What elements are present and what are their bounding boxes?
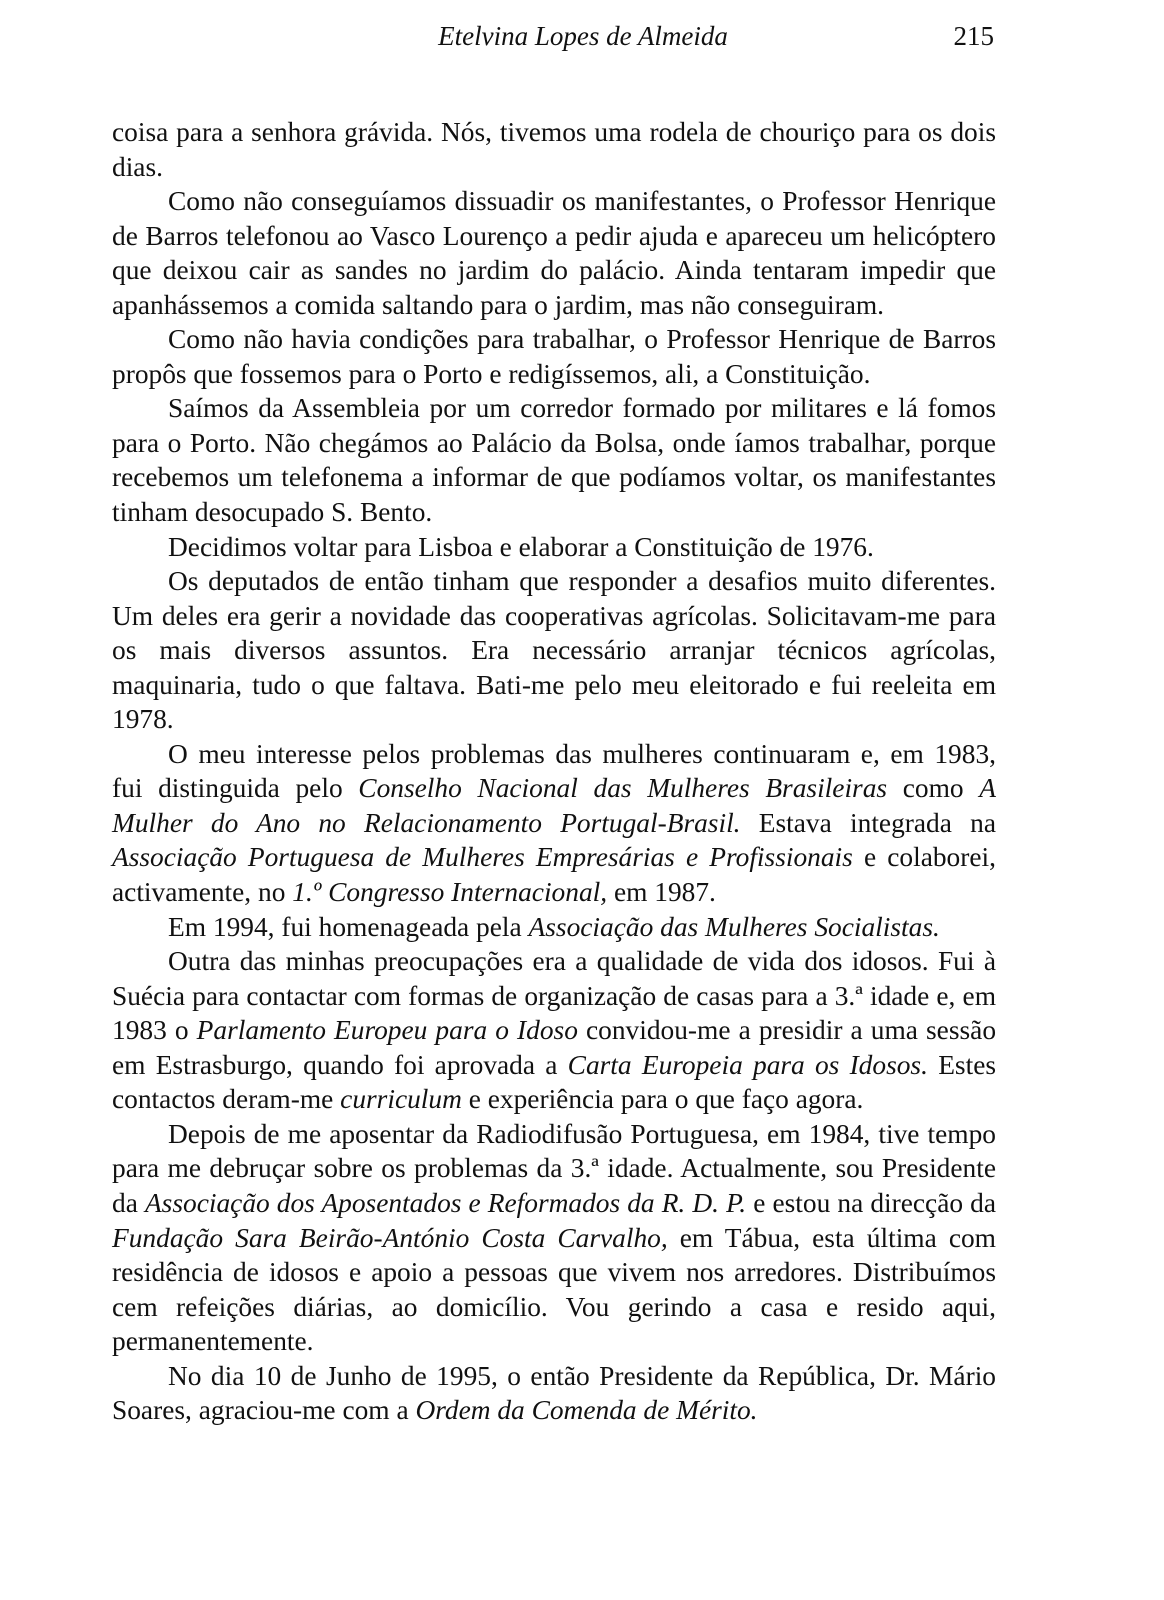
text-run: Estes contactos deram-me [112,1049,997,1115]
text-run: Saímos da Assembleia por um corredor formado por militares e lá fomos para o Porto. Não chegámos ao Palácio da Bolsa, onde íamos trabalhar, porque recebemos um telefonema a informar de que podíamos voltar, os manifestantes tinham desocupado S. Bento. [112,393,996,528]
text-run: e estou na direcção da [746,1187,997,1218]
text-run: Outra das minhas preocupações era a qualidade de vida dos idosos. Fui à Suécia para contactar com formas de organização de casas para a 3.ª idade e, em 1983 o [112,946,996,1046]
body-text [112,115,996,1428]
paragraph [112,1117,996,1359]
text-run: convidou-me a presidir a uma sessão em Estrasburgo, quando foi aprovada a [112,1015,997,1080]
text-run: Como não conseguíamos dissuadir os manifestantes, o Professor Henrique de Barros telefonou ao Vasco Lourenço a pedir ajuda e apareceu um helicóptero que deixou cair as sandes no jardim do palácio. Ainda tentaram impedir que apanhássemos a comida saltando para o jardim, mas não conseguiram. [112,186,996,320]
page-number: 215 [953,21,994,51]
italic-text: Fundação Sara Beirão-António Costa Carvalho, [112,1222,668,1253]
italic-text: Carta Europeia para os Idosos. [567,1049,928,1080]
paragraph [112,322,996,391]
text-run: O meu interesse pelos problemas das mulheres continuaram e, em 1983, fui distinguida pelo [112,738,996,804]
paragraph [112,1359,996,1428]
paragraph [112,391,996,529]
running-header [112,18,994,54]
italic-text: curriculum [340,1084,462,1115]
italic-text: Parlamento Europeu para o Idoso [196,1015,578,1046]
paragraph [112,530,996,565]
text-run: Estava integrada na [740,807,996,838]
paragraph [112,115,996,184]
paragraph [112,910,996,945]
italic-text: Conselho Nacional das Mulheres Brasileiras [358,773,888,804]
paragraph [112,944,996,1117]
text-run: No dia 10 de Junho de 1995, o então Presidente da República, Dr. Mário Soares, agraciou-me com a [112,1360,996,1426]
italic-text: Associação das Mulheres Socialistas. [528,911,940,942]
text-run: Depois de me aposentar da Radiodifusão Portuguesa, em 1984, tive tempo para me debruçar sobre os problemas da 3.ª idade. Actualmente, sou Presidente da [112,1118,996,1218]
paragraph [112,737,996,910]
text-run: coisa para a senhora grávida. Nós, tivemos uma rodela de chouriço para os dois dias. [112,117,996,182]
italic-text: 1.º Congresso Internacional, [292,877,608,908]
text-run: e colaborei, activamente, no [112,842,996,908]
text-run: e experiência para o que faço agora. [461,1084,864,1115]
paragraph [112,184,996,322]
paragraph [112,564,996,737]
running-title: Etelvina Lopes de Almeida [438,21,728,51]
italic-text: Ordem da Comenda de Mérito. [415,1395,758,1426]
text-run: como [887,773,980,804]
text-run: Como não havia condições para trabalhar, o Professor Henrique de Barros propôs que fossemos para o Porto e redigíssemos, ali, a Constituição. [112,324,996,389]
text-run: Os deputados de então tinham que responder a desafios muito diferentes. Um deles era gerir a novidade das cooperativas agrícolas. Solicitavam-me para os mais diversos assuntos. Era necessário arranjar técnicos agrícolas, maquinaria, tudo o que faltava. Bati-me pelo meu eleitorado e fui reeleita em 1978. [112,566,996,735]
text-run: Decidimos voltar para Lisboa e elaborar a Constituição de 1976. [168,531,874,562]
italic-text: A Mulher do Ano no Relacionamento Portugal-Brasil. [112,773,996,838]
text-run: Em 1994, fui homenageada pela [168,911,529,942]
italic-text: Associação Portuguesa de Mulheres Empresárias e Profissionais [112,842,853,873]
text-run: em Tábua, esta última com residência de idosos e apoio a pessoas que vivem nos arredores. Distribuímos cem refeições diárias, ao domicílio. Vou gerindo a casa e resido aqui, permanentemente. [112,1222,996,1357]
italic-text: Associação dos Aposentados e Reformados da R. D. P. [144,1187,747,1218]
text-run: em 1987. [607,877,716,908]
